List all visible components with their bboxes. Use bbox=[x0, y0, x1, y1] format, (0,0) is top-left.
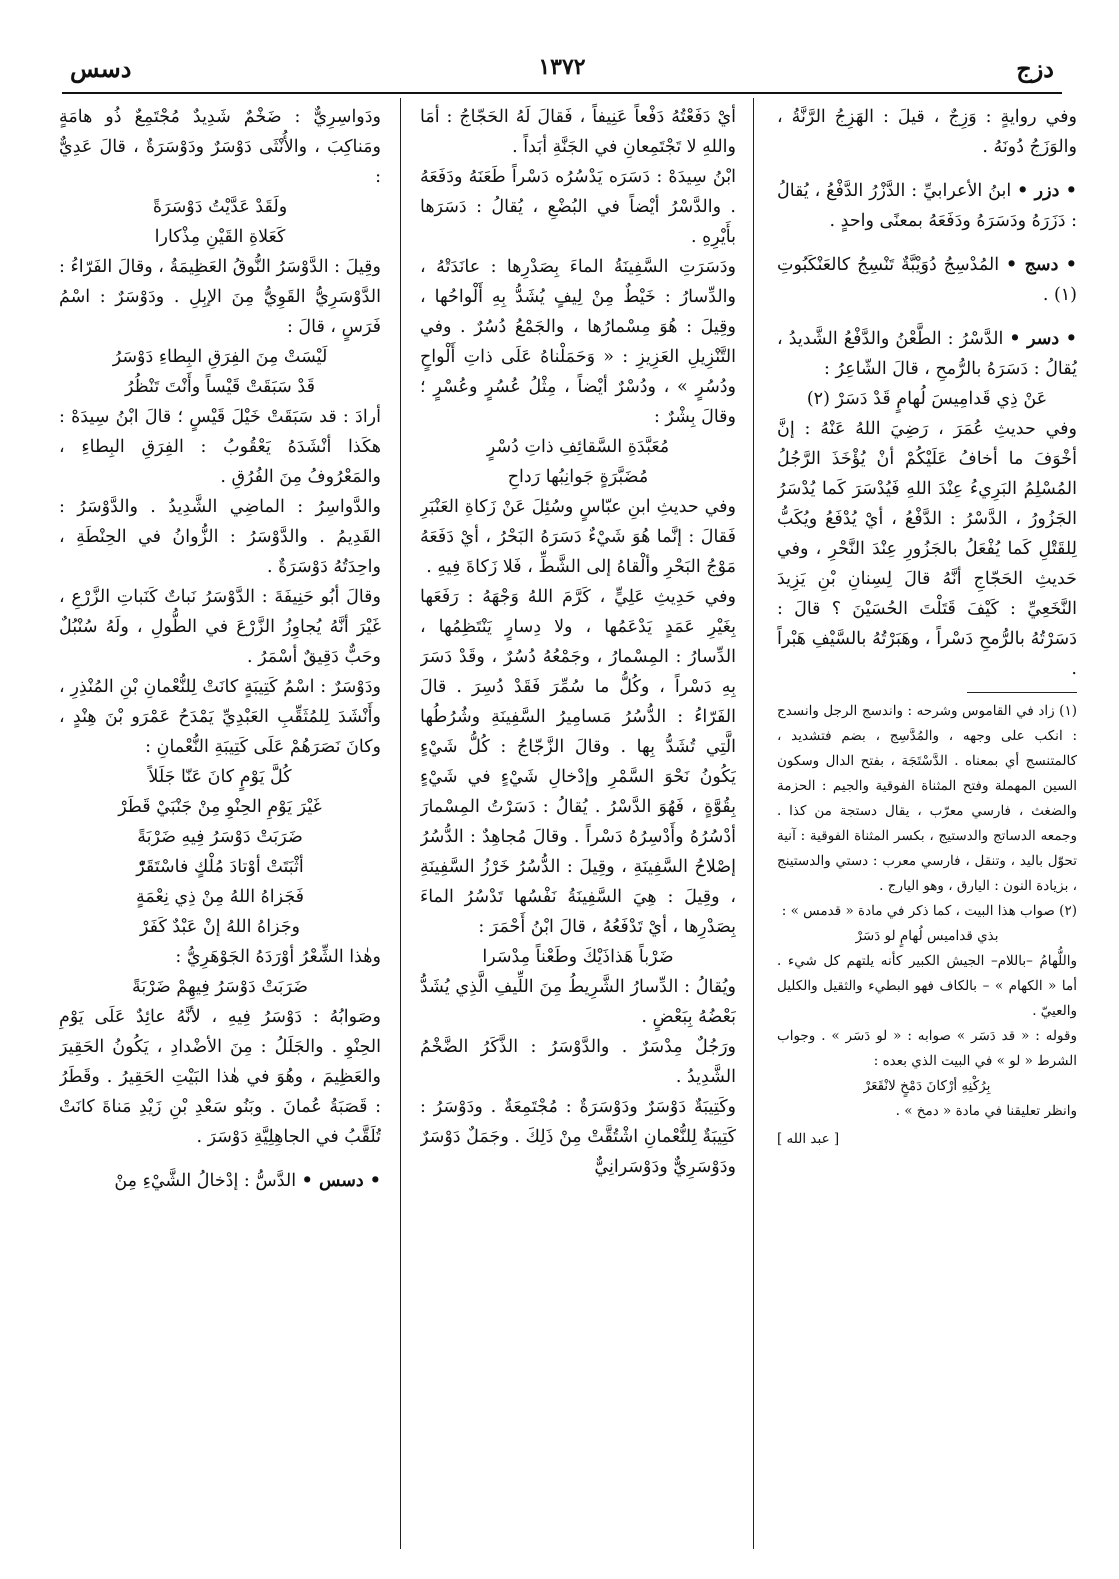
poetry-line: مُضَبَّرَةٍ جَوانِبُها رَداحِ bbox=[507, 467, 649, 487]
entry-spacer bbox=[777, 162, 1077, 176]
body-paragraph: وصَوابُهُ : دَوْسَرُ فِيهِ ، لأنَّهُ عائِدٌ عَلَى يَوْمِ الحِنْوِ . والجَلَلُ : مِنَ الأضْدادِ ، يَكُونُ الحَقِيرَ والعَظِيمَ ، وهُوَ في هٰذا البَيْتِ الحَقِيرُ . وقَطَرُ : قَصَبَةُ عُمانَ . وبَنُو سَعْدِ بْنِ زَيْدِ مَناةَ كانَتْ تُلَقَّبُ في الجاهِلِيَّةِ دَوْسَرَ . bbox=[59, 1007, 381, 1147]
footnote-rule bbox=[967, 692, 1077, 693]
entry-headword: • دسس • bbox=[301, 1171, 381, 1191]
body-paragraph: ودَسَرَتِ السَّفِينَةُ الماءَ بِصَدْرِها : عانَدَتْهُ ، والدِّسارُ : خَيْطٌ مِنْ لِيفٍ يُشَدُّ بِهِ أَلْواحُها ، وقِيلَ : هُوَ مِسْمارُها ، والجَمْعُ دُسُرٌ . وفي التَّنْزِيلِ العَزِيزِ : « وَحَمَلْناهُ عَلَى ذاتِ أَلْواحٍ ودُسُرٍ » ، ودُسْرٌ أيْضاً ، مِثْلُ عُسُرٍ وعُسْرٍ ؛ وقالَ بِشْرٌ : bbox=[420, 257, 736, 427]
header-rule bbox=[62, 92, 1062, 94]
poetry-line: كُلَّ يَوْمٍ كانَ عَنّا جَلَلاً bbox=[148, 767, 292, 787]
header-last-root: دسس bbox=[70, 54, 132, 83]
body-paragraph: ويُقالُ : الدِّسارُ الشَّرِيطُ مِنَ اللِّيفِ الَّذِي يُشَدُّ بَعْضُهُ بِبَعْضٍ . bbox=[420, 977, 736, 1027]
poetry-line: فَجَزاهُ اللهُ مِنْ ذِي نِعْمَةٍ bbox=[136, 887, 304, 907]
footnote: وانظر تعليقنا في مادة « دمخ » . bbox=[895, 1103, 1077, 1119]
column-left bbox=[59, 102, 381, 1549]
footnote: واللُّهامُ –باللام– الجيش الكبير كأنه يلتهم كل شيء . أما « الكهام » – بالكاف فهو البطيء والثقيل والكليل والعييّ . bbox=[777, 953, 1077, 1019]
poetry-line: قَدْ سَبَقَتْ قَيْساً وأَنْتَ تَنْظُرُ bbox=[125, 377, 315, 397]
body-paragraph: وفي حديثِ عُمَرَ ، رَضِيَ اللهُ عَنْهُ : إنَّ أخْوَفَ ما أخافُ عَلَيْكُمْ أنْ يُؤْخَذَ الرَّجُلُ المُسْلِمُ البَرِيءُ عِنْدَ اللهِ فَيُدْسَرَ كَما يُدْسَرُ الجَزُورُ ، الدَّسْرُ : الدَّفْعُ ، أيْ يُدْفَعُ ويُكَبُّ لِلقَتْلِ كَما يُفْعَلُ بالجَزُورِ عِنْدَ النَّحْرِ ، وفي حَديثِ الحَجّاجِ أنَّهُ قالَ لِسِنانِ بْنِ يَزِيدَ النَّخَعِيِّ : كَيْفَ قَتَلْتَ الحُسَيْنَ ؟ قالَ : دَسَرْتُهُ بالرُّمحِ دَسْراً ، وهَبَرْتُهُ بالسَّيْفِ هَبْراً . bbox=[777, 419, 1077, 679]
entry-text: ابنُ الأعرابيِّ : الدَّزْرُ الدَّفْعُ ، يُقالُ : دَزَرَهُ ودَسَرَهُ ودَفَعَهُ بمعنًى واحدٍ . bbox=[777, 181, 1077, 231]
column-divider bbox=[753, 98, 754, 1549]
poetry-line: ضَرَبَتْ دَوْسَرُ فِيهِمْ ضَرْبَةً bbox=[132, 977, 308, 997]
entry-spacer bbox=[777, 236, 1077, 250]
dictionary-entry bbox=[777, 250, 1077, 310]
body-paragraph: وقِيلَ : الدَّوْسَرُ النُّوقُ العَظِيمَةُ ، وقالَ الفَرّاءُ : الدَّوْسَرِيُّ القَوِيُّ مِنَ الإبِلِ . ودَوْسَرٌ : اسْمُ فَرَسٍ ، قالَ : bbox=[59, 257, 381, 337]
column-divider bbox=[400, 98, 401, 1549]
dictionary-entry bbox=[59, 1166, 381, 1196]
poetry-line: كَعَلاةِ القَيْنِ مِذْكارا bbox=[154, 227, 286, 247]
body-paragraph: ابْنُ سِيدَهْ : دَسَرَه يَدْسُرُه دَسْراً طَعَنَهُ ودَفَعَهُ . والدَّسْرُ أيْضاً في البُضْعِ ، يُقالُ : دَسَرَها بأَيْرِهِ . bbox=[420, 167, 736, 247]
poetry-line: غَيْرَ يَوْمِ الحِنْوِ مِنْ جَنْبَيْ قَطَرْ bbox=[118, 797, 322, 817]
body-paragraph: والدَّواسِرُ : الماضِي الشَّدِيدُ . والدَّوْسَرُ : القَدِيمُ . والدَّوْسَرُ : الزُّوانُ في الحِنْطَةِ ، واحِدَتُهُ دَوْسَرَةٌ . bbox=[59, 497, 381, 577]
footnote-verse: بِرُكْنِهِ أرْكانَ دَمْخٍ لانْقَعَرْ bbox=[863, 1078, 991, 1094]
header-first-root: دزج bbox=[1016, 54, 1054, 83]
poetry-line: وجَزاهُ اللهُ إنْ عَبْدٌ كَفَرْ bbox=[139, 917, 301, 937]
dictionary-entry bbox=[777, 324, 1077, 384]
entry-text: المُدْسِجُ دُوَيْبَّةٌ تَنْسِجُ كالعَنْكَبُوتِ (١) . bbox=[777, 255, 1077, 305]
body-paragraph: ودَوْسَرٌ : اسْمُ كَتِيبَةٍ كانَتْ لِلنُّعْمانِ بْنِ المُنْذِرِ ، وأَنْشَدَ لِلمُثَقِّبِ العَبْدِيِّ يَمْدَحُ عَمْرَو بْنَ هِنْدٍ ، وكانَ نَصَرَهُمْ عَلَى كَتِيبَةِ النُّعْمانِ : bbox=[59, 677, 381, 757]
footnote: (١) زاد في القاموس وشرحه : واندسج الرجل وانسدج : انكب على وجهه ، والمُدَّسِج ، بضم فتشديد ، كالمتنسج أي بمعناه . الدَّسْتَجَة ، بفتح الدال وسكون السين المهملة وفتح المثناة الفوقية والجيم : الحزمة والضغث ، فارسي معرّب ، يقال دستجة من كذا . وجمعه الدساتج والدستيج ، بكسر المثناة الفوقية : آنية تحوّل باليد ، وتنقل ، فارسي معرب : دستي والدستينج ، بزيادة النون : اليارق ، وهو اليارج . bbox=[777, 703, 1077, 894]
body-paragraph: وفي روايةٍ : وَزِجٌ ، قيلَ : الهَزِجُ الرَّنَّةُ ، والوَزَجُ دُونَهُ . bbox=[777, 107, 1077, 157]
poetry-line: أثْبَتَتْ أوْتادَ مُلْكٍ فاسْتَقَرّْ bbox=[136, 857, 304, 877]
footnote-signature: [ عبد الله ] bbox=[777, 1131, 840, 1147]
dictionary-entry bbox=[777, 176, 1077, 236]
entry-headword: • دسج • bbox=[1006, 255, 1077, 275]
entry-text: الدَّسُّ : إدْخالُ الشَّيْءِ مِنْ bbox=[114, 1171, 297, 1191]
footnote: (٢) صواب هذا البيت ، كما ذكر في مادة « قدمس » : bbox=[781, 903, 1077, 919]
body-paragraph: وفي حديثِ ابنِ عبّاسٍ وسُئِلَ عَنْ زَكاةِ العَنْبَرِ فَقالَ : إنَّما هُوَ شَيْءٌ دَسَرَهُ البَحْرُ ، أيْ دَفَعَهُ مَوْجُ البَحْرِ وألْقاهُ إلى الشَّطِّ ، فَلا زَكاةَ فِيهِ . bbox=[420, 497, 736, 577]
poetry-line: لَيْسَتْ مِنَ الفِرَقِ البِطاءِ دَوْسَرُ bbox=[112, 347, 328, 367]
entry-spacer bbox=[59, 1152, 381, 1166]
poetry-line: ضَرَبَتْ دَوْسَرُ فِيهِ ضَرْبَةً bbox=[137, 827, 303, 847]
entry-headword: • دسر • bbox=[1009, 329, 1077, 349]
footnote: وقوله : « قد دَسَر » صوابه : « لو دَسَر » . وجواب الشرط « لو » في البيت الذي بعده : bbox=[777, 1028, 1077, 1069]
entry-headword: • دزر • bbox=[1017, 181, 1077, 201]
body-paragraph: وهٰذا الشِّعْرُ أوْرَدَهُ الجَوْهَرِيُّ : bbox=[175, 947, 381, 967]
body-paragraph: أرادَ : قد سَبَقَتْ خَيْلَ قَيْسٍ ؛ قالَ ابْنُ سِيدَهْ : هكَذا أنْشَدَهُ يَعْقُوبُ : الفِرَقِ البِطاءِ ، والمَعْرُوفُ مِنَ الفُرُقِ . bbox=[59, 407, 381, 487]
body-paragraph: ورَجُلٌ مِدْسَرٌ . والدَّوْسَرُ : الذَّكَرُ الضَّخْمُ الشَّدِيدُ . bbox=[420, 1037, 736, 1087]
poetry-line: ضَرْباً هَذاذَيْكَ وطَعْناً مِدْسَرا bbox=[482, 947, 674, 967]
column-right bbox=[777, 102, 1077, 1549]
body-paragraph: وكَتِيبَةٌ دَوْسَرٌ ودَوْسَرَةٌ : مُجْتَمِعَةٌ . ودَوْسَرُ : كَتِيبَةٌ لِلنُّعْمانِ اشْتُقَّتْ مِنْ ذَلِكَ . وجَمَلٌ دَوْسَرٌ ودَوْسَرِيٌّ ودَوْسَرانِيٌّ bbox=[420, 1097, 736, 1177]
poetry-line: ولَقَدْ عَدَّيْتُ دَوْسَرَةً bbox=[152, 197, 288, 217]
entry-spacer bbox=[777, 310, 1077, 324]
footnote-verse: بذي قداميس لُهامٍ لو دَسَرْ bbox=[855, 928, 999, 944]
body-paragraph: وفي حَدِيثِ عَلِيٍّ ، كَرَّمَ اللهُ وَجْهَهُ : رَفَعَها بِغَيْرِ عَمَدٍ يَدْعَمُها ، ولا دِسارٍ يَنْتَظِمُها ، الدِّسارُ : المِسْمارُ ، وجَمْعُهُ دُسُرٌ ، وقَدْ دَسَرَ بِهِ دَسْراً ، وكُلُّ ما سُمِّرَ فَقَدْ دُسِرَ . قالَ الفَرّاءُ : الدُّسُرُ مَسامِيرُ السَّفِينَةِ وشُرُطُها الَّتِي تُشَدُّ بِها . وقالَ الزَّجّاجُ : كُلُّ شَيْءٍ يَكُونُ نَحْوَ السَّمْرِ وإدْخالِ شَيْءٍ في شَيْءٍ بِقُوَّةٍ ، فَهُوَ الدَّسْرُ . يُقالُ : دَسَرْتُ المِسْمارَ أدْسُرُهُ وأَدْسِرُهُ دَسْراً . وقالَ مُجاهِدٌ : الدُّسُرُ إصْلاحُ السَّفِينَةِ ، وقِيلَ : الدُّسُرُ خَرْزُ السَّفِينَةِ ، وقِيلَ : هِيَ السَّفِينَةُ نَفْسُها تَدْسُرُ الماءَ بِصَدْرِها ، أيْ تَدْفَعُهُ ، قالَ ابْنُ أَحْمَرَ : bbox=[420, 587, 736, 937]
column-middle bbox=[420, 102, 736, 1549]
page-number: ١٣٧٢ bbox=[538, 54, 586, 80]
body-paragraph: أيْ دَفَعْتُهُ دَفْعاً عَنِيفاً ، فَقالَ لَهُ الحَجّاجُ : أمَا واللهِ لا تَجْتَمِعانِ في الجَنَّةِ أبَداً . bbox=[420, 107, 736, 157]
body-paragraph: ودَواسِرِيٌّ : ضَخْمٌ شَدِيدٌ مُجْتَمِعٌ ذُو هامَةٍ ومَناكِبَ ، والأُنْثَى دَوْسَرٌ ودَوْسَرَةٌ ، قالَ عَدِيٌّ : bbox=[59, 107, 381, 187]
poetry-line: عَنْ ذِي قَدامِيسَ لُهامٍ قَدْ دَسَرْ (٢) bbox=[806, 389, 1048, 409]
page-header bbox=[62, 48, 1062, 88]
entry-text: الدَّسْرُ : الطَّعْنُ والدَّفْعُ الشَّديدُ ، يُقالُ : دَسَرَهُ بالرُّمحِ ، قالَ الشّاعِرُ : bbox=[777, 329, 1077, 379]
body-paragraph: وقالَ أبُو حَنِيفَةَ : الدَّوْسَرُ نَباتٌ كَنَباتِ الزَّرْعِ ، غَيْرَ أنَّهُ يُجاوِزُ الزَّرْعَ في الطُّولِ ، ولَهُ سُنْبُلٌ وحَبٌّ دَقِيقٌ أسْمَرُ . bbox=[59, 587, 381, 667]
poetry-line: مُعَبَّدَةِ السَّقائِفِ ذاتِ دُسْرٍ bbox=[486, 437, 670, 457]
